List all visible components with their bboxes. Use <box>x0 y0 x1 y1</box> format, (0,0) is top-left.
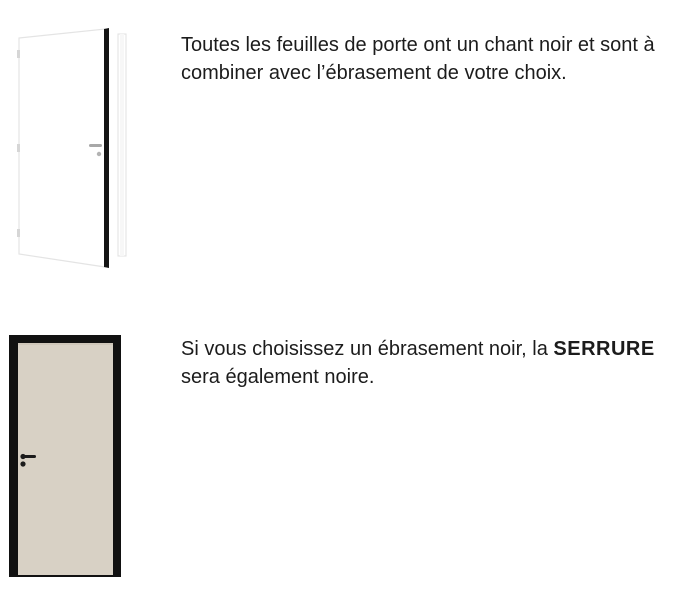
lock-emphasis: SERRURE <box>553 338 655 360</box>
beige-door-black-frame-icon <box>9 335 121 577</box>
description-text-start: Si vous choisissez un ébrasement noir, la <box>181 338 554 360</box>
open-white-door-icon <box>10 24 135 274</box>
black-frame-section <box>0 290 677 594</box>
beige-door-image <box>9 335 121 577</box>
open-door-image <box>10 24 135 274</box>
black-frame-description <box>181 335 661 391</box>
door-edge-description: Toutes les feuilles de porte ont un chant noir et sont à combiner avec l’ébrasement de votre choix. <box>181 34 655 84</box>
door-edge-section <box>0 0 677 290</box>
description-text-end: sera également noire. <box>181 366 375 388</box>
